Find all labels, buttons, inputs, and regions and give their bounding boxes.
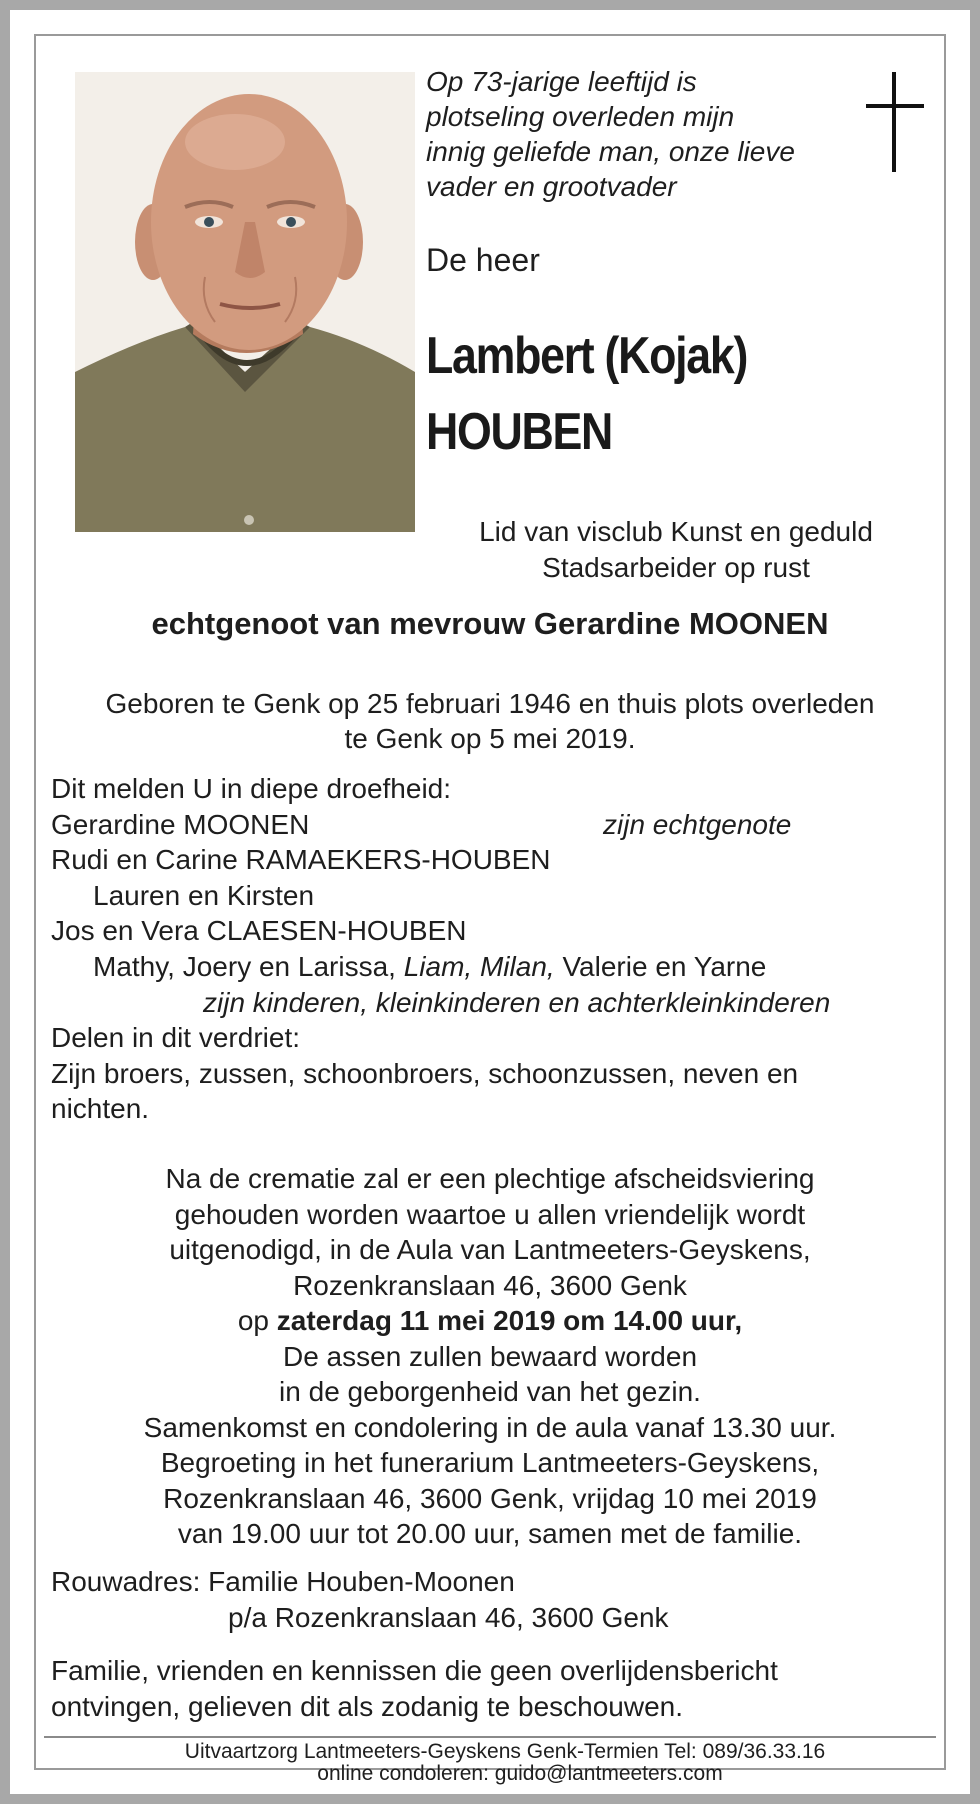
closing-note — [51, 1653, 931, 1724]
footer-divider — [44, 1736, 936, 1738]
ceremony-line: Rozenkranslaan 46, 3600 Genk, vrijdag 10 mei 2019 — [163, 1482, 817, 1514]
ceremony-line: Samenkomst en condolering in de aula vanaf 13.30 uur. — [143, 1411, 837, 1443]
ceremony-line: Na de crematie zal er een plechtige afscheidsviering — [165, 1163, 815, 1194]
family-relatives-line: Zijn broers, zussen, schoonbroers, schoonzussen, neven en — [51, 1057, 799, 1089]
address-line: p/a Rozenkranslaan 46, 3600 Genk — [228, 1601, 669, 1633]
address-line: Rouwadres: Familie Houben-Moonen — [51, 1566, 515, 1597]
birth-death — [36, 686, 944, 756]
footer-funeral-home: Uitvaartzorg Lantmeeters-Geyskens Genk-Termien Tel: 089/36.33.16 — [184, 1740, 826, 1763]
family-relatives-line: nichten. — [51, 1093, 150, 1125]
ceremony-line: Rozenkranslaan 46, 3600 Genk — [293, 1269, 687, 1301]
family-header: Dit melden U in diepe droefheid: — [51, 773, 452, 804]
family-child-2: Jos en Vera CLAESEN-HOUBEN — [51, 915, 467, 947]
intro-text — [426, 64, 846, 204]
intro-line: innig geliefde man, onze lieve — [426, 136, 795, 167]
portrait-illustration — [75, 72, 415, 532]
roles — [426, 514, 926, 586]
role-line: Stadsarbeider op rust — [542, 552, 810, 583]
ceremony-line: van 19.00 uur tot 20.00 uur, samen met de familie. — [177, 1518, 803, 1549]
portrait-photo — [75, 72, 415, 532]
family-spouse-name: Gerardine MOONEN — [51, 808, 310, 840]
spouse-line: echtgenoot van mevrouw Gerardine MOONEN — [151, 606, 829, 641]
family-child-1: Rudi en Carine RAMAEKERS-HOUBEN — [51, 844, 551, 876]
ceremony-date-prefix: op — [237, 1305, 269, 1336]
ceremony-date-line — [36, 1303, 944, 1339]
obituary-card — [34, 34, 946, 1785]
family-grandchildren-1: Lauren en Kirsten — [93, 879, 315, 911]
family-grandchildren-2 — [51, 949, 931, 985]
salutation: De heer — [426, 242, 540, 278]
ceremony-line: Begroeting in het funerarium Lantmeeters-Geyskens, — [160, 1447, 820, 1478]
birth-death-line: te Genk op 5 mei 2019. — [344, 723, 636, 754]
closing-line: Familie, vrienden en kennissen die geen overlijdensbericht — [51, 1655, 778, 1686]
ceremony-line: gehouden worden waartoe u allen vriendelijk wordt — [174, 1198, 806, 1230]
ceremony-line: uitgenodigd, in de Aula van Lantmeeters-Geyskens, — [169, 1234, 811, 1265]
family-list — [51, 771, 931, 1127]
ceremony-line: De assen zullen bewaard worden — [282, 1340, 698, 1372]
mourning-address — [51, 1564, 931, 1635]
grandchildren-part: Mathy, Joery en Larissa, — [93, 950, 396, 982]
grandchildren-part-italic: Liam, Milan, — [403, 950, 555, 982]
closing-line: ontvingen, gelieven dit als zodanig te beschouwen. — [51, 1690, 683, 1722]
family-spouse-role: zijn echtgenote — [603, 808, 792, 840]
role-line: Lid van visclub Kunst en geduld — [479, 516, 873, 547]
intro-line: Op 73-jarige leeftijd is — [426, 66, 697, 97]
deceased-first-name: Lambert (Kojak) — [426, 327, 748, 385]
intro-line: plotseling overleden mijn — [426, 101, 735, 132]
ceremony-line: in de geborgenheid van het gezin. — [279, 1376, 701, 1407]
family-share-header: Delen in dit verdriet: — [51, 1022, 301, 1054]
ceremony-date: zaterdag 11 mei 2019 om 14.00 uur, — [276, 1305, 743, 1336]
family-children-role: zijn kinderen, kleinkinderen en achterkleinkinderen — [203, 986, 831, 1018]
family-spouse-row — [51, 807, 931, 843]
deceased-last-name: HOUBEN — [426, 403, 613, 461]
grandchildren-part: Valerie en Yarne — [562, 950, 767, 982]
intro-line: vader en grootvader — [426, 171, 677, 202]
cross-icon — [866, 72, 924, 172]
footer-condolences: online condoleren: guido@lantmeeters.com — [317, 1762, 723, 1785]
page-frame — [10, 10, 970, 1794]
birth-death-line: Geboren te Genk op 25 februari 1946 en thuis plots overleden — [105, 688, 875, 719]
ceremony-info — [36, 1161, 944, 1552]
